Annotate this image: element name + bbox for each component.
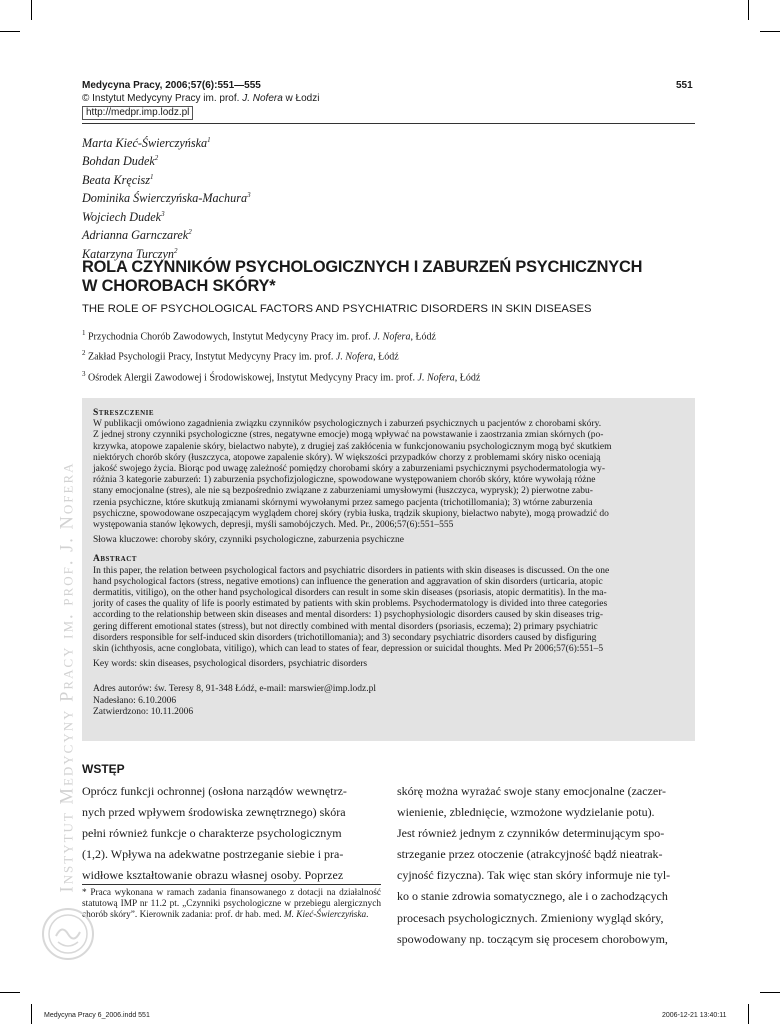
- abstract-en-heading: Abstract: [93, 554, 137, 565]
- author: Katarzyna Turczyn$^2$: [82, 246, 178, 261]
- correspondence-address: Adres autorów: św. Teresy 8, 91-348 Łódź, e-mail: marswier@imp.lodz.pl: [93, 684, 376, 695]
- crop-mark: [31, 0, 32, 20]
- article-title: ROLA CZYNNIKÓW PSYCHOLOGICZNYCH I ZABURZEŃ PSYCHICZNYCH W CHOROBACH SKÓRY*: [82, 258, 643, 295]
- copyright-suffix: w Łodzi: [282, 93, 320, 104]
- author-list: [82, 133, 251, 262]
- author: Dominika Świerczyńska-Machura$^3$: [82, 191, 251, 206]
- print-timestamp: 2006-12-21 13:40:11: [662, 1012, 727, 1019]
- crop-mark: [31, 1004, 32, 1024]
- copyright-prefix: © Instytut Medycyny Pracy im. prof.: [82, 93, 243, 104]
- author: Adrianna Garnczarek$^2$: [82, 228, 192, 243]
- received-date: Nadesłano: 6.10.2006: [93, 695, 177, 706]
- body-column-left: Oprócz funkcji ochronnej (osłona narządów wewnętrz- nych przed wpływem środowiska zewnętrznego) skóra pełni również funkcje o charakterze psychologicznym (1,2). Wpływa na adekwatne postrzeganie siebie i pra- widłowe kształtowanie obrazu własnej osoby. Poprzez: [82, 784, 347, 882]
- affiliation: $^2$ Zakład Psychologii Pracy, Instytut Medycyny Pracy im. prof. J. Nofera, Łódź: [82, 349, 399, 363]
- footnote: * Praca wykonana w ramach zadania finansowanego z dotacji na działalność statutową IMP nr 11.2 pt. „Czynniki psychologiczne w przebiegu alergicznych chorób skóry”. Kierownik zadania: prof. dr hab. med. M. Kieć-Świerczyńska.: [82, 888, 381, 920]
- header-divider: [82, 123, 695, 124]
- abstract-pl-text: W publikacji omówiono zagadnienia związku czynników psychologicznych i zaburzeń psychicznych u pacjentów z chorobami skóry. Z jednej strony czynniki psychologiczne (stres, negatywne emocje) mogą wpływać na powstawanie i zaostrzania zmian skórnych (po- krzywka, atopowe zapalenie skóry, bielactwo nabyte), z drugiej zaś zakłócenia w funkcjonowaniu psychologicznym mogą być skutkiem niektórych chorób skóry (łuszczyca, atopowe zapalenie skóry). W większości przypadków chorzy z problemami skóry nisko oceniają jakość swojego życia. Biorąc pod uwagę zależność pomiędzy chorobami skóry a zaburzeniami psychicznymi psychodermatologia wy- różnia 3 kategorie zaburzeń: 1) zaburzenia psychofizjologiczne, spowodowane występowaniem chorób skóry, które wywołają różne stany emocjonalne (stres), ale nie są bezpośrednio związane z zaburzeniami umysłowymi (łuszczyca, wyprysk); 2) pierwotne zabu- rzenia psychiczne, które skutkują zmianami skórnymi wywołanymi przez samego pacjenta (trichotillomania); 3) wtórne zaburzenia psychiczne, spowodowane oszpecającym wyglądem chorej skóry (rybia łuska, trądzik skupiony, bielactwo nabyte), mogą prowadzić do występowania stanów lękowych, depresji, myśli samobójczych. Med. Pr., 2006;57(6):551–555: [93, 419, 612, 531]
- author: Wojciech Dudek$^3$: [82, 209, 165, 224]
- abstract-content: [93, 408, 685, 718]
- crop-mark: [0, 31, 20, 32]
- section-heading: WSTĘP: [82, 762, 125, 776]
- copyright-name: J. Nofera: [242, 93, 283, 104]
- author: Marta Kieć-Świerczyńska$^1$: [82, 136, 211, 151]
- journal-url-link[interactable]: http://medpr.imp.lodz.pl: [82, 106, 193, 120]
- institute-seal-icon: [40, 906, 96, 962]
- affiliation: $^1$ Przychodnia Chorób Zawodowych, Instytut Medycyny Pracy im. prof. J. Nofera, Łódź: [82, 329, 436, 343]
- crop-mark: [760, 31, 780, 32]
- footnote-divider: [82, 884, 381, 885]
- crop-mark: [0, 992, 20, 993]
- abstract-en-text: In this paper, the relation between psychological factors and psychiatric disorders in patients with skin diseases is discussed. On the one hand psychological factors (stress, negative emotions) can influence the generation and aggravation of skin disorders (urticaria, atopic dermatitis, vitiligo), on the other hand psychological disorders can result in some skin diseases (psoriasis, atopic dermatitis). In the ma- jority of cases the quality of life is poorly estimated by patients with skin problems. Psychodermatology is divided into three categories according to the relationship between skin diseases and mental disorders: 1) psychophysiologic disorders caused by skin diseases trig- gering different emotional states (stress), but not directly combined with mental disorders (psoriasis, eczema); 2) primary psychiatric disorders responsible for self-induced skin disorders (trichotillomania); and 3) secondary psychiatric disorders caused by disfiguring skin (ichthyosis, acne conglobata, vitiligo), which can lead to states of fear, depression or suicidal thoughts. Med Pr 2006;57(6):551–5: [93, 565, 610, 655]
- approved-date: Zatwierdzono: 10.11.2006: [93, 706, 194, 717]
- affiliation-list: [82, 325, 480, 386]
- crop-mark: [748, 0, 749, 20]
- author: Beata Kręcisz$^1$: [82, 172, 154, 187]
- page-number: 551: [676, 80, 693, 91]
- copyright-line: [82, 93, 319, 104]
- print-file-label: Medycyna Pracy 6_2006.indd 551: [44, 1012, 150, 1019]
- abstract-pl-heading: Streszczenie: [93, 408, 155, 418]
- affiliation: $^3$ Ośrodek Alergii Zawodowej i Środowiskowej, Instytut Medycyny Pracy im. prof. J. Nofera, Łódź: [82, 369, 481, 383]
- article-title-english: THE ROLE OF PSYCHOLOGICAL FACTORS AND PSYCHIATRIC DISORDERS IN SKIN DISEASES: [82, 303, 592, 315]
- body-column-right: skórę można wyrażać swoje stany emocjonalne (zaczer- wienienie, zblednięcie, wzmożone wydzielanie potu). Jest również jednym z czynników determinującym spo- strzeganie przez otoczenie (atrakcyjność bądź nieatrak- cyjność fizyczna). Tak więc stan skóry informuje nie tyl- ko o stanie zdrowia somatycznego, ale i o zachodzących procesach psychologicznych. Zmieniony wygląd skóry, spowodowany np. toczącym się procesem chorobowym,: [397, 784, 671, 946]
- sidebar-watermark-text: Instytut Medycyny Pracy im. prof. J. Nofera: [57, 461, 78, 893]
- journal-citation: Medycyna Pracy, 2006;57(6):551—555: [82, 80, 261, 91]
- abstract-pl-keywords: Słowa kluczowe: choroby skóry, czynniki psychologiczne, zaburzenia psychiczne: [93, 535, 404, 546]
- crop-mark: [748, 1004, 749, 1024]
- crop-mark: [760, 992, 780, 993]
- author: Bohdan Dudek$^2$: [82, 154, 159, 169]
- abstract-en-keywords: Key words: skin diseases, psychological disorders, psychiatric disorders: [93, 659, 368, 670]
